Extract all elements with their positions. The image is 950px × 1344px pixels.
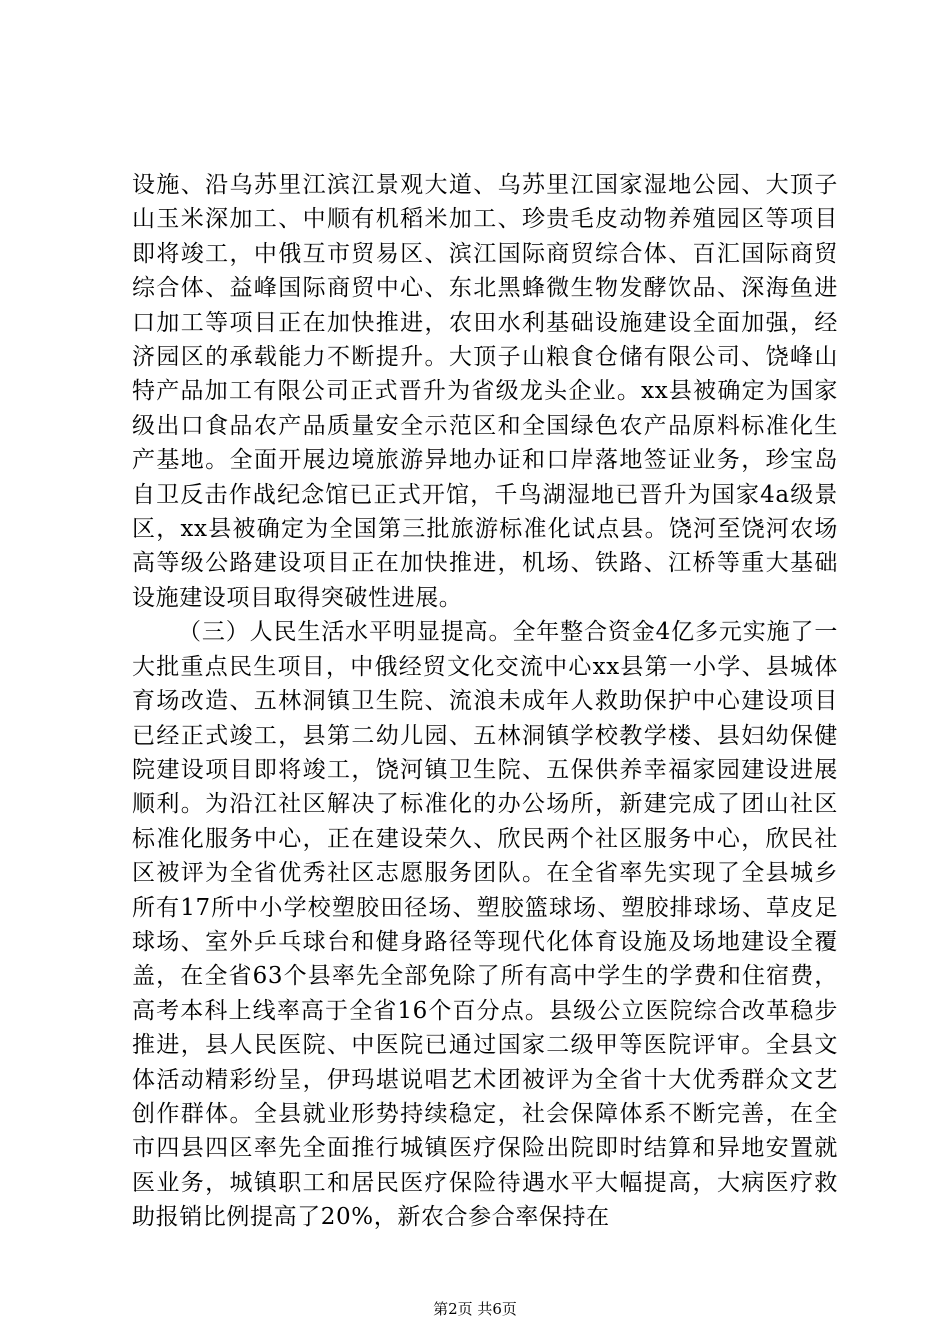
paragraph-three: （三）人民生活水平明显提高。全年整合资金4亿多元实施了一大批重点民生项目，中俄经贸文化交流中心xx县第一小学、县城体育场改造、五林洞镇卫生院、流浪未成年人救助保护中心建设项目已经正式竣工，县第二幼儿园、五林洞镇学校教学楼、县妇幼保健院建设项目即将竣工，饶河镇卫生院、五保供养幸福家园建设进展顺利。为沿江社区解决了标准化的办公场所，新建完成了团山社区标准化服务中心，正在建设荣久、欣民两个社区服务中心，欣民社区被评为全省优秀社区志愿服务团队。在全省率先实现了全县城乡所有17所中小学校塑胶田径场、塑胶篮球场、塑胶排球场、草皮足球场、室外乒乓球台和健身路径等现代化体育设施及场地建设全覆盖，在全省63个县率先全部免除了所有高中学生的学费和住宿费，高考本科上线率高于全省16个百分点。县级公立医院综合改革稳步推进，县人民医院、中医院已通过国家二级甲等医院评审。全县文体活动精彩纷呈，伊玛堪说唱艺术团被评为全省十大优秀群众文艺创作群体。全县就业形势持续稳定，社会保障体系不断完善，在全市四县四区率先全面推行城镇医疗保险出院即时结算和异地安置就医业务，城镇职工和居民医疗保险待遇水平大幅提高，大病医疗救助报销比例提高了20%，新农合参合率保持在 — [132, 619, 838, 1231]
page-footer: 第2页 共6页 — [433, 1300, 517, 1318]
paragraph-continued: 设施、沿乌苏里江滨江景观大道、乌苏里江国家湿地公园、大顶子山玉米深加工、中顺有机稻米加工、珍贵毛皮动物养殖园区等项目即将竣工，中俄互市贸易区、滨江国际商贸综合体、百汇国际商贸综合体、益峰国际商贸中心、东北黑蜂微生物发酵饮品、深海鱼进口加工等项目正在加快推进，农田水利基础设施建设全面加强，经济园区的承载能力不断提升。大顶子山粮食仓储有限公司、饶峰山特产品加工有限公司正式晋升为省级龙头企业。xx县被确定为国家级出口食品农产品质量安全示范区和全国绿色农产品原料标准化生产基地。全面开展边境旅游异地办证和口岸落地签证业务，珍宝岛自卫反击作战纪念馆已正式开馆，千鸟湖湿地已晋升为国家4a级景区，xx县被确定为全国第三批旅游标准化试点县。饶河至饶河农场高等级公路建设项目正在加快推进，机场、铁路、江桥等重大基础设施建设项目取得突破性进展。 — [132, 172, 838, 611]
document-body — [132, 168, 838, 1235]
